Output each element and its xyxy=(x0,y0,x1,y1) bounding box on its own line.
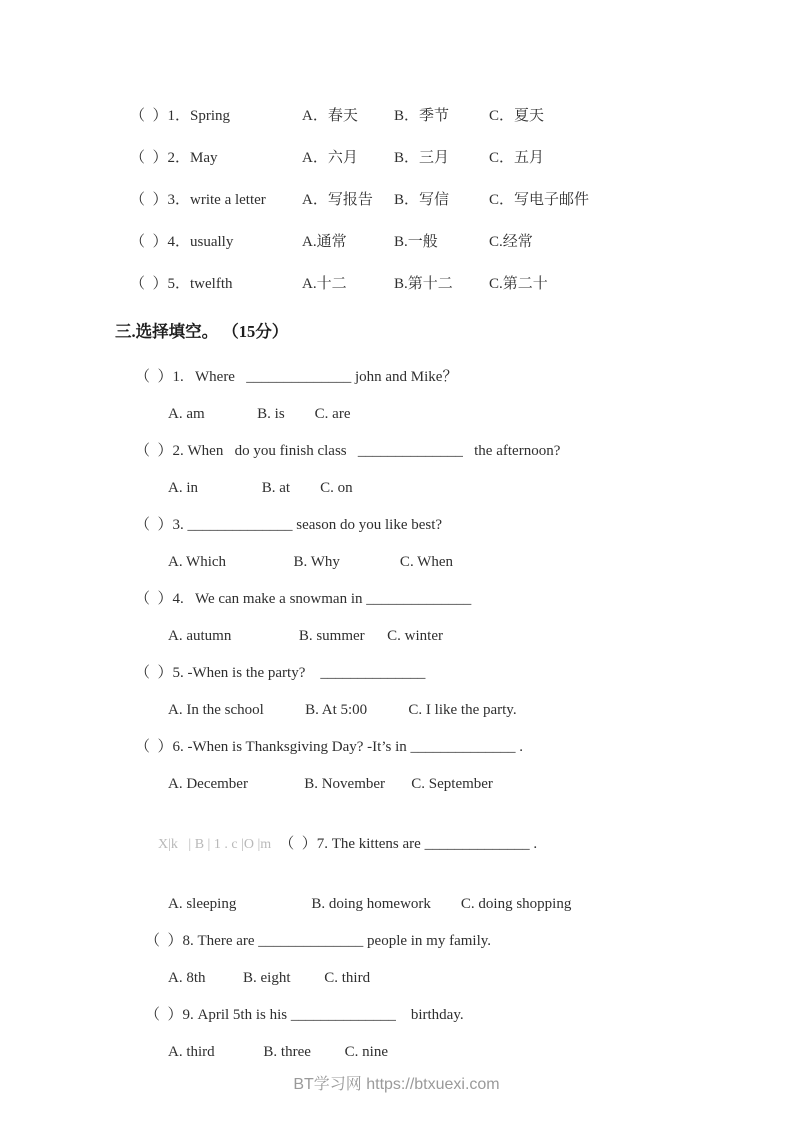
options-line: A. 8th B. eight C. third xyxy=(168,970,371,986)
question-line: （ ）8. There are ______________ people in my family. xyxy=(145,933,492,949)
question-line xyxy=(128,810,793,879)
vocab-row xyxy=(130,108,793,124)
question-line: （ ）2. When do you finish class ______________ the afternoon? xyxy=(135,443,561,459)
question-line: （ ）5. -When is the party? ______________ xyxy=(135,665,426,681)
vocab-row xyxy=(130,192,793,208)
options-line: A. third B. three C. nine xyxy=(168,1044,388,1060)
vocab-option-b: B．三月 xyxy=(394,150,450,166)
options-line: A. sleeping B. doing homework C. doing shopping xyxy=(168,896,572,912)
options-line: A. am B. is C. are xyxy=(168,406,351,422)
vocab-option-b: B．季节 xyxy=(394,108,450,124)
vocab-option-b: B.一般 xyxy=(394,234,438,250)
vocab-option-a: A．六月 xyxy=(302,150,358,166)
vocab-option-c: C.第二十 xyxy=(489,276,548,292)
question-line: （ ）9. April 5th is his ______________ birthday. xyxy=(145,1007,464,1023)
question-line: （ ）3. ______________ season do you like best? xyxy=(135,517,443,533)
section3-title: 三.选择填空。 （15分） xyxy=(115,322,289,341)
vocab-section xyxy=(0,108,793,292)
options-line: A. in B. at C. on xyxy=(168,480,353,496)
options-line: A. December B. November C. September xyxy=(168,776,493,792)
vocab-item-label: （ ）5．twelfth xyxy=(130,276,233,292)
vocab-option-c: C．五月 xyxy=(489,150,545,166)
vocab-option-a: A.通常 xyxy=(302,234,347,250)
question-text: （ ）7. The kittens are ______________ . xyxy=(279,836,538,852)
page-footer: BT学习网 https://btxuexi.com xyxy=(293,1076,500,1093)
vocab-row xyxy=(130,276,793,292)
vocab-option-a: A．写报告 xyxy=(302,192,373,208)
options-line: A. autumn B. summer C. winter xyxy=(168,628,443,644)
vocab-option-a: A.十二 xyxy=(302,276,347,292)
watermark-text: X|k | B | 1 . c |O |m xyxy=(158,837,272,852)
vocab-item-label: （ ）4．usually xyxy=(130,234,234,250)
vocab-row xyxy=(130,234,793,250)
options-line: A. In the school B. At 5:00 C. I like the party. xyxy=(168,702,517,718)
vocab-option-c: C．写电子邮件 xyxy=(489,192,590,208)
question-line: （ ）4. We can make a snowman in ______________ xyxy=(135,591,472,607)
vocab-row xyxy=(130,150,793,166)
question-line: （ ）6. -When is Thanksgiving Day? -It’s in ______________ . xyxy=(135,739,524,755)
vocab-option-b: B．写信 xyxy=(394,192,450,208)
vocab-option-a: A．春天 xyxy=(302,108,358,124)
vocab-option-b: B.第十二 xyxy=(394,276,453,292)
vocab-item-label: （ ）2．May xyxy=(130,150,218,166)
vocab-option-c: C．夏天 xyxy=(489,108,545,124)
vocab-item-label: （ ）3．write a letter xyxy=(130,192,266,208)
choice-section xyxy=(0,366,793,1064)
vocab-item-label: （ ）1．Spring xyxy=(130,108,231,124)
vocab-option-c: C.经常 xyxy=(489,234,533,250)
question-line: （ ）1. Where ______________ john and Mike？ xyxy=(135,369,458,385)
options-line: A. Which B. Why C. When xyxy=(168,554,453,570)
